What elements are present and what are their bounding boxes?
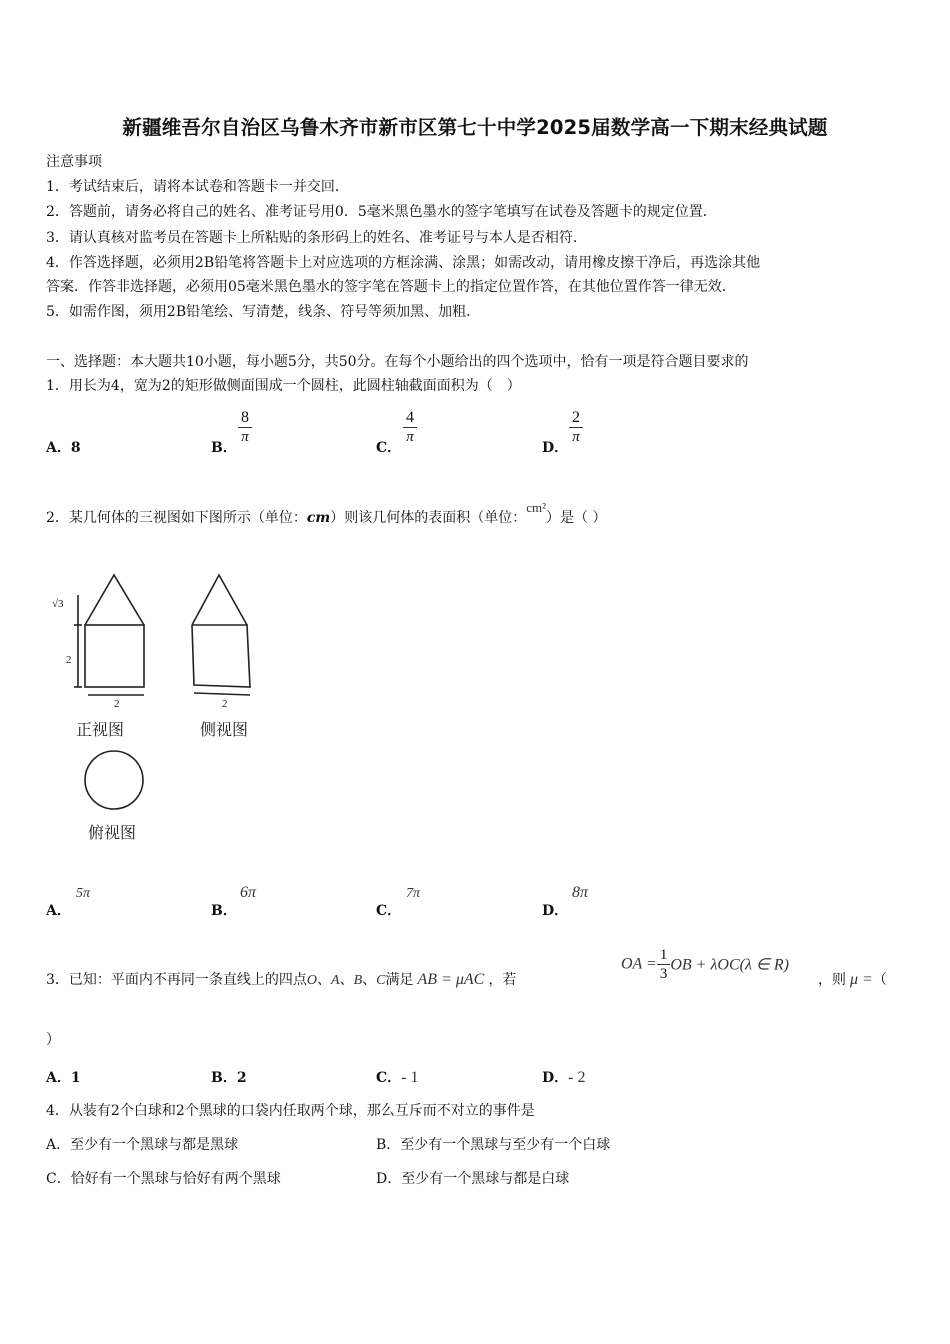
q1-b-numerator: 8 — [238, 409, 252, 428]
q2-option-c-label: C． — [376, 903, 402, 919]
q3-mid-3: ，则 — [818, 972, 846, 988]
q1-option-d-fraction — [569, 409, 583, 446]
q3-sep-2: 、 — [339, 972, 354, 988]
notice-item-2: 2．答题前，请务必将自己的姓名、准考证号用0．5毫米黑色墨水的签字笔填写在试卷及答题卡的规定位置． — [46, 204, 717, 220]
q1-option-b-fraction — [238, 409, 252, 446]
q3-eq-denominator: 3 — [659, 966, 668, 982]
q1-option-a — [46, 437, 81, 457]
top-view-circle — [85, 751, 143, 809]
top-view-caption: 俯视图 — [88, 823, 137, 842]
q3-stem — [46, 970, 516, 991]
notice-item-1: 1．考试结束后，请将本试卷和答题卡一并交回． — [46, 179, 349, 195]
q3-option-a-value: 1 — [70, 1070, 81, 1086]
q1-c-numerator: 4 — [403, 409, 417, 428]
q3-option-a-label: A． — [46, 1070, 71, 1086]
q4-option-c: C．恰好有一个黑球与恰好有两个黑球 — [46, 1171, 281, 1187]
side-view-rectangle — [192, 625, 250, 687]
q3-eq-left: OA = — [621, 955, 657, 973]
notice-item-3: 3．请认真核对监考员在答题卡上所粘贴的条形码上的姓名、准考证号与本人是否相符． — [46, 230, 587, 246]
side-view-width-dim — [194, 693, 250, 695]
three-view-figure — [44, 565, 274, 855]
q3-point-o: O — [306, 973, 318, 988]
q3-stem-tail — [818, 970, 887, 990]
q3-equation — [621, 946, 789, 983]
notice-item-4: 4．作答选择题，必须用2B铅笔将答题卡上对应选项的方框涂满、涂黑；如需改动，请用橡皮擦干净后，再选涂其他 — [46, 255, 761, 271]
q2-stem-unit2: cm² — [526, 500, 547, 515]
q3-mid-2: ，若 — [488, 972, 517, 988]
height-label: 2 — [66, 654, 72, 666]
q1-b-denominator: π — [241, 429, 249, 445]
side-view-caption: 侧视图 — [200, 720, 249, 739]
q2-option-b-value: 6π — [240, 884, 257, 901]
sqrt3-label: √3 — [52, 598, 64, 610]
side-view-triangle — [192, 575, 247, 625]
q3-open-paren: （ — [872, 972, 887, 988]
q2-option-d-value: 8π — [572, 884, 589, 901]
q3-point-a: A — [331, 973, 340, 988]
q3-option-b-value: 2 — [236, 1070, 247, 1086]
q1-option-a-label: A． — [46, 440, 71, 456]
q2-option-a-label: A． — [46, 903, 71, 919]
q3-option-b-label: B． — [211, 1070, 237, 1086]
q3-eq-fraction — [657, 946, 671, 983]
q3-eq-numerator: 1 — [657, 946, 671, 965]
q2-stem-post: ）是（ ） — [546, 510, 607, 526]
notice-item-4-cont: 答案．作答非选择题，必须用05毫米黑色墨水的签字笔在答题卡上的指定位置作答，在其他位置作答一律无效． — [46, 279, 736, 295]
q1-option-c-fraction — [403, 409, 417, 446]
q1-option-d-label: D． — [542, 440, 569, 456]
front-width-label: 2 — [114, 698, 120, 710]
q2-option-c-value: 7π — [406, 886, 421, 901]
page-title: 新疆维吾尔自治区乌鲁木齐市新市区第七十中学2025届数学高一下期末经典试题 — [122, 116, 828, 139]
q3-option-c-value: - 1 — [401, 1069, 419, 1086]
q4-option-a: A．至少有一个黑球与都是黑球 — [46, 1137, 239, 1153]
q1-d-denominator: π — [572, 429, 580, 445]
q1-option-c-label: C． — [376, 440, 402, 456]
q4-stem: 4．从装有2个白球和2个黑球的口袋内任取两个球，那么互斥而不对立的事件是 — [46, 1103, 535, 1119]
q1-option-a-value: 8 — [70, 440, 81, 456]
q3-mu: μ = — [850, 971, 873, 988]
q3-eq-right: OB + λOC(λ ∈ R) — [670, 956, 789, 974]
q2-stem-pre: 2．某几何体的三视图如下图所示（单位： — [46, 510, 307, 526]
q2-option-b-label: B． — [211, 903, 237, 919]
q3-point-b: B — [353, 973, 363, 988]
q2-stem — [46, 500, 607, 528]
q3-option-a — [46, 1067, 81, 1087]
q4-option-b: B．至少有一个黑球与至少有一个白球 — [376, 1137, 611, 1153]
q2-option-a-value: 5π — [76, 886, 91, 901]
side-width-label: 2 — [222, 698, 228, 710]
q2-option-d-label: D． — [542, 903, 569, 919]
q3-mid-1: 满足 — [385, 972, 414, 988]
q1-c-denominator: π — [406, 429, 414, 445]
q3-option-c — [376, 1067, 418, 1087]
section-heading: 一、选择题：本大题共10小题，每小题5分，共50分。在每个小题给出的四个选项中，恰有一项是符合题目要求的 — [46, 354, 749, 370]
front-view-caption: 正视图 — [76, 720, 125, 739]
q3-close-paren: ） — [46, 1032, 60, 1048]
q3-option-b — [211, 1067, 247, 1087]
front-view-triangle — [85, 575, 144, 625]
q3-option-c-label: C． — [376, 1070, 402, 1086]
notice-heading: 注意事项 — [46, 154, 102, 170]
q4-option-d: D．至少有一个黑球与都是白球 — [376, 1171, 570, 1187]
q3-sep-1: 、 — [317, 972, 332, 988]
q3-point-c: C — [376, 973, 386, 988]
front-view-rectangle — [85, 625, 144, 687]
q3-option-d-label: D． — [542, 1070, 569, 1086]
q2-stem-mid: ）则该几何体的表面积（单位： — [330, 510, 527, 526]
q1-option-b-label: B． — [211, 440, 237, 456]
q3-option-d-value: - 2 — [568, 1069, 586, 1086]
q1-d-numerator: 2 — [569, 409, 583, 428]
q2-stem-unit: cm — [306, 510, 331, 526]
q3-option-d — [542, 1067, 585, 1087]
q3-sep-3: 、 — [362, 972, 377, 988]
q3-condition: AB = μAC — [417, 971, 485, 988]
q1-stem: 1．用长为4，宽为2的矩形做侧面围成一个圆柱，此圆柱轴截面面积为（ ） — [46, 378, 521, 394]
notice-item-5: 5．如需作图，须用2B铅笔绘、写清楚，线条、符号等须加黑、加粗． — [46, 304, 481, 320]
q3-stem-pre: 3．已知：平面内不再同一条直线上的四点 — [46, 972, 307, 988]
